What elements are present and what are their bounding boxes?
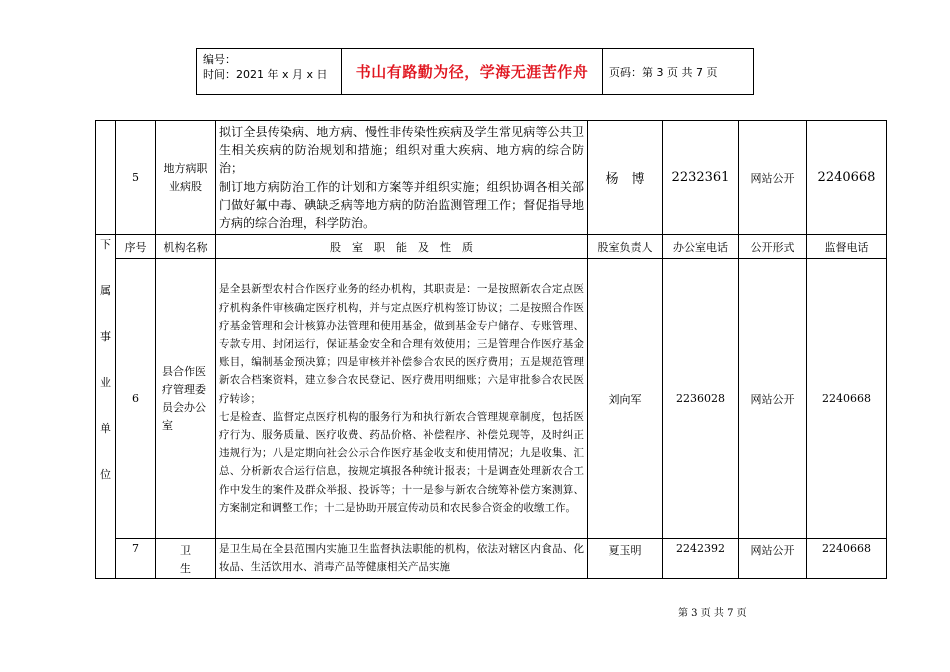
table-row [96, 259, 887, 539]
page-header [196, 48, 754, 95]
person-in-charge: 刘向军 [588, 259, 663, 539]
org-name: 县合作医疗管理委员会办公室 [156, 259, 216, 539]
supervise-phone: 2240668 [807, 539, 887, 579]
function-desc: 拟订全县传染病、地方病、慢性非传染性疾病及学生常见病等公共卫生相关疾病的防治规划和措施；组织对重大疾病、地方病的综合防治； 制订地方病防治工作的计划和方案等并组织实施；组织协调各相关部门做好氟中毒、碘缺乏病等地方病的防治监测管理工作；督促指导地方病的综合治理，科学防治。 [216, 121, 588, 235]
department-table [95, 120, 887, 579]
org-name: 地方病职业病股 [156, 121, 216, 235]
table-row [96, 539, 887, 579]
page-footer: 第 3 页 共 7 页 [678, 608, 747, 619]
col-header-public-form: 公开形式 [739, 235, 807, 259]
section-char: 属 [100, 284, 111, 298]
section-char: 下 [100, 238, 111, 252]
office-phone: 2236028 [663, 259, 739, 539]
row-number: 7 [116, 539, 156, 579]
supervise-phone: 2240668 [807, 121, 887, 235]
col-header-desc: 股 室 职 能 及 性 质 [216, 235, 588, 259]
section-char: 事 [100, 330, 111, 344]
public-form: 网站公开 [739, 259, 807, 539]
col-header-org: 机构名称 [156, 235, 216, 259]
public-form: 网站公开 [739, 121, 807, 235]
section-char: 业 [100, 376, 111, 390]
section-label [96, 235, 116, 579]
org-name-line: 卫 [180, 544, 191, 558]
header-motto: 书山有路勤为径，学海无涯苦作舟 [342, 49, 603, 94]
header-meta [197, 49, 342, 94]
col-header-supervise-phone: 监督电话 [807, 235, 887, 259]
office-phone: 2242392 [663, 539, 739, 579]
col-header-person: 股室负责人 [588, 235, 663, 259]
org-name [156, 539, 216, 579]
column-header-row [96, 235, 887, 259]
row-number: 5 [116, 121, 156, 235]
function-desc: 是全县新型农村合作医疗业务的经办机构，其职责是：一是按照新农合定点医疗机构条件审核确定医疗机构，并与定点医疗机构签订协议；二是按照合作医疗基金管理和会计核算办法管理和使用基金，做到基金专户储存、专账管理、专款专用、封闭运行，保证基金安全和合理有效使用；三是管理合作医疗基金账目，编制基金预决算；四是审核并补偿参合农民的医疗费用；五是规范管理新农合档案资料，建立参合农民登记、医疗费用明细账；六是审批参合农民医疗转诊； 七是检查、监督定点医疗机构的服务行为和执行新农合管理规章制度，包括医疗行为、服务质量、医疗收费、药品价格、补偿程序、补偿兑现等，及时纠正违规行为；八是定期向社会公示合作医疗基金收支和使用情况；九是收集、汇总、分析新农合运行信息，按规定填报各种统计报表；十是调查处理新农合工作中发生的案件及群众举报、投诉等；十一是参与新农合统筹补偿方案测算、方案制定和调整工作；十二是协助开展宣传动员和农民参合资金的收缴工作。 [216, 259, 588, 539]
org-name-line: 生 [180, 562, 191, 576]
page-label: 页码：第 3 页 共 7 页 [609, 65, 718, 79]
col-header-office-phone: 办公室电话 [663, 235, 739, 259]
supervise-phone: 2240668 [807, 259, 887, 539]
col-header-no: 序号 [116, 235, 156, 259]
time-label: 时间：2021 年 x 月 x 日 [203, 68, 328, 81]
section-blank [96, 121, 116, 235]
person-in-charge: 杨 博 [588, 121, 663, 235]
table-row [96, 121, 887, 235]
number-label: 编号： [203, 53, 236, 66]
function-desc: 是卫生局在全县范围内实施卫生监督执法职能的机构，依法对辖区内食品、化妆品、生活饮用水、消毒产品等健康相关产品实施 [216, 539, 588, 579]
public-form: 网站公开 [739, 539, 807, 579]
section-char: 单 [100, 422, 111, 436]
office-phone: 2232361 [663, 121, 739, 235]
section-char: 位 [100, 468, 111, 482]
person-in-charge: 夏玉明 [588, 539, 663, 579]
row-number: 6 [116, 259, 156, 539]
